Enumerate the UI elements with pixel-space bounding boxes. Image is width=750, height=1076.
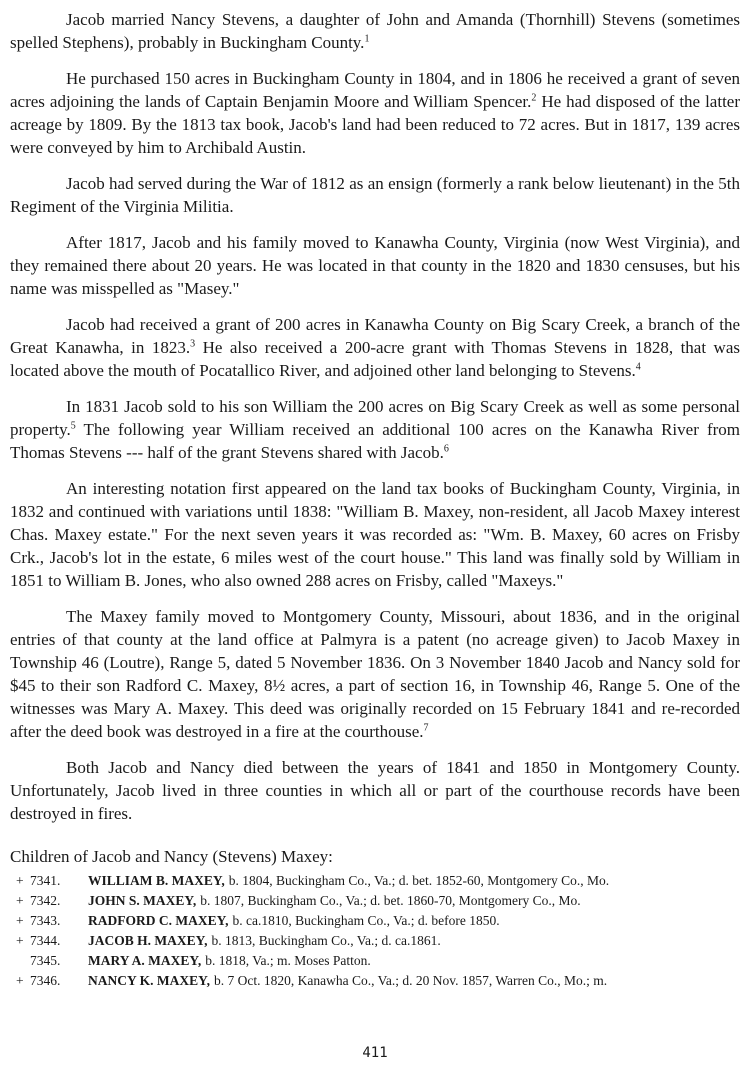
child-number: 7341. — [30, 873, 61, 888]
child-detail: b. 1807, Buckingham Co., Va.; d. bet. 1860-70, Montgomery Co., Mo. — [200, 893, 581, 908]
footnote-marker: 5 — [70, 420, 76, 432]
child-entry — [10, 971, 740, 991]
child-entry — [10, 951, 740, 971]
body-text — [10, 8, 740, 825]
paragraph — [10, 477, 740, 592]
child-entry — [10, 891, 740, 911]
child-lineage-mark: + — [16, 873, 24, 888]
children-list — [10, 871, 740, 991]
footnote-marker: 7 — [423, 722, 429, 734]
child-name: MARY A. MAXEY, — [88, 953, 202, 968]
child-name: RADFORD C. MAXEY, — [88, 913, 229, 928]
paragraph — [10, 395, 740, 464]
child-detail: b. 1804, Buckingham Co., Va.; d. bet. 1852-60, Montgomery Co., Mo. — [228, 873, 610, 888]
paragraph — [10, 8, 740, 54]
child-lineage-mark: + — [16, 933, 24, 948]
paragraph-text: After 1817, Jacob and his family moved to Kanawha County, Virginia (now West Virginia), and they remained there about 20 years. He was located in that county in the 1820 and 1830 censuses, but his name was misspelled as "Masey." — [10, 233, 740, 298]
child-detail: b. 1818, Va.; m. Moses Patton. — [205, 953, 371, 968]
footnote-marker: 2 — [531, 92, 537, 104]
paragraph-text: An interesting notation first appeared on the land tax books of Buckingham County, Virginia, in 1832 and continued with variations until 1838: "William B. Maxey, non-resident, all Jacob Maxey interest Chas. Maxey estate." For the next seven years it was recorded as: "Wm. B. Maxey, 60 acres on Frisby Crk., Jacob's lot in the estate, 6 miles west of the court house." This land was finally sold by William in 1851 to William B. Jones, who also owned 288 acres on Frisby, called "Maxeys." — [10, 479, 740, 590]
page-number: 411 — [362, 1045, 388, 1061]
child-lineage-mark: + — [16, 973, 24, 988]
child-number: 7342. — [30, 893, 61, 908]
paragraph — [10, 756, 740, 825]
child-number: 7343. — [30, 913, 61, 928]
child-detail: b. 7 Oct. 1820, Kanawha Co., Va.; d. 20 Nov. 1857, Warren Co., Mo.; m. — [214, 973, 608, 988]
child-number: 7346. — [30, 973, 61, 988]
footnote-marker: 1 — [364, 33, 370, 45]
footnote-marker: 4 — [635, 361, 641, 373]
paragraph-text: He purchased 150 acres in Buckingham County in 1804, and in 1806 he received a grant of seven acres adjoining the lands of Captain Benjamin Moore and William Spencer. — [10, 69, 740, 111]
child-number: 7345. — [30, 953, 61, 968]
paragraph — [10, 313, 740, 382]
paragraph-text: He also received a 200-acre grant with Thomas Stevens in 1828, that was located above the mouth of Pocatallico River, and adjoined other land belonging to Stevens. — [10, 338, 740, 380]
footnote-marker: 6 — [443, 443, 449, 455]
child-detail: b. ca.1810, Buckingham Co., Va.; d. before 1850. — [232, 913, 500, 928]
footnote-marker: 3 — [190, 338, 196, 350]
paragraph-text: He had disposed of the latter acreage by 1809. By the 1813 tax book, Jacob's land had been reduced to 72 acres. But in 1817, 139 acres were conveyed by him to Archibald Austin. — [10, 92, 740, 157]
child-name: JACOB H. MAXEY, — [88, 933, 208, 948]
child-lineage-mark: + — [16, 913, 24, 928]
paragraph — [10, 172, 740, 218]
child-name: NANCY K. MAXEY, — [88, 973, 211, 988]
child-entry — [10, 911, 740, 931]
paragraph — [10, 231, 740, 300]
child-name: WILLIAM B. MAXEY, — [88, 873, 225, 888]
document-page — [10, 8, 740, 991]
paragraph-text: Both Jacob and Nancy died between the years of 1841 and 1850 in Montgomery County. Unfortunately, Jacob lived in three counties in which all or part of the courthouse records have been destroyed in fires. — [10, 758, 740, 823]
child-number: 7344. — [30, 933, 61, 948]
paragraph-text: Jacob married Nancy Stevens, a daughter of John and Amanda (Thornhill) Stevens (sometimes spelled Stephens), probably in Buckingham County. — [10, 10, 740, 52]
paragraph-text: Jacob had received a grant of 200 acres in Kanawha County on Big Scary Creek, a branch of the Great Kanawha, in 1823. — [10, 315, 740, 357]
paragraph — [10, 605, 740, 743]
child-entry — [10, 871, 740, 891]
paragraph-text: Jacob had served during the War of 1812 as an ensign (formerly a rank below lieutenant) in the 5th Regiment of the Virginia Militia. — [10, 174, 740, 216]
children-heading: Children of Jacob and Nancy (Stevens) Maxey: — [10, 847, 333, 866]
paragraph-text: In 1831 Jacob sold to his son William the 200 acres on Big Scary Creek as well as some personal property. — [10, 397, 740, 439]
child-detail: b. 1813, Buckingham Co., Va.; d. ca.1861. — [211, 933, 441, 948]
paragraph — [10, 67, 740, 159]
child-lineage-mark: + — [16, 893, 24, 908]
paragraph-text: The Maxey family moved to Montgomery County, Missouri, about 1836, and in the original entries of that county at the land office at Palmyra is a patent (no acreage given) to Jacob Maxey in Township 46 (Loutre), Range 5, dated 5 November 1836. On 3 November 1840 Jacob and Nancy sold for $45 to their son Radford C. Maxey, 8½ acres, a part of section 16, in Township 46, Range 5. One of the witnesses was Mary A. Maxey. This deed was originally recorded on 15 February 1841 and re-recorded after the deed book was destroyed in a fire at the courthouse. — [10, 607, 740, 741]
child-entry — [10, 931, 740, 951]
child-name: JOHN S. MAXEY, — [88, 893, 197, 908]
paragraph-text: The following year William received an additional 100 acres on the Kanawha River from Thomas Stevens --- half of the grant Stevens shared with Jacob. — [10, 420, 740, 462]
